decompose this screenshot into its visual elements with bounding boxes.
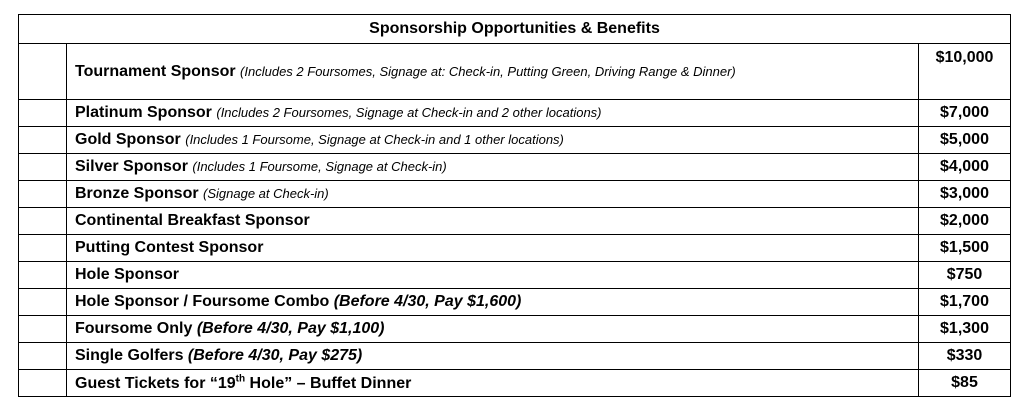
item-price: $330 [919, 343, 1011, 370]
item-cell [67, 154, 919, 181]
item-cell [67, 316, 919, 343]
item-cell [67, 289, 919, 316]
blank-cell [19, 316, 67, 343]
item-note: (Before 4/30, Pay $1,100) [196, 320, 385, 337]
table-row [19, 208, 1011, 235]
item-name-part: Guest Tickets for “19 [75, 374, 236, 392]
item-note: (Before 4/30, Pay $275) [187, 347, 363, 364]
item-name: Silver Sponsor [75, 158, 188, 175]
item-price: $85 [919, 370, 1011, 397]
item-name: Tournament Sponsor [75, 62, 236, 80]
blank-cell [19, 343, 67, 370]
item-note: (Before 4/30, Pay $1,600) [333, 293, 522, 310]
table-row [19, 235, 1011, 262]
table-row [19, 262, 1011, 289]
item-price: $5,000 [919, 127, 1011, 154]
item-price: $7,000 [919, 100, 1011, 127]
table-row [19, 44, 1011, 100]
item-cell [67, 100, 919, 127]
item-price: $4,000 [919, 154, 1011, 181]
item-name: Putting Contest Sponsor [75, 239, 264, 256]
sponsorship-table [18, 14, 1011, 397]
blank-cell [19, 181, 67, 208]
table-row [19, 127, 1011, 154]
item-name-part: Hole” – Buffet Dinner [245, 374, 412, 392]
table-row [19, 100, 1011, 127]
blank-cell [19, 100, 67, 127]
item-name: Single Golfers [75, 347, 184, 364]
item-name [75, 375, 411, 392]
blank-cell [19, 44, 67, 100]
sponsorship-table-container [18, 14, 1010, 400]
table-title-row [19, 15, 1011, 44]
blank-cell [19, 289, 67, 316]
blank-cell [19, 262, 67, 289]
item-note: (Includes 2 Foursomes, Signage at: Check-in, Putting Green, Driving Range & Dinner) [240, 63, 736, 79]
item-price: $1,300 [919, 316, 1011, 343]
item-cell [67, 235, 919, 262]
table-row [19, 370, 1011, 397]
blank-cell [19, 208, 67, 235]
item-price: $1,700 [919, 289, 1011, 316]
item-price: $750 [919, 262, 1011, 289]
blank-cell [19, 154, 67, 181]
item-name: Hole Sponsor / Foursome Combo [75, 293, 330, 310]
item-cell [67, 181, 919, 208]
item-note: (Includes 1 Foursome, Signage at Check-in and 1 other locations) [185, 132, 564, 147]
item-cell [67, 262, 919, 289]
item-note: (Signage at Check-in) [203, 186, 329, 201]
blank-cell [19, 127, 67, 154]
item-name: Hole Sponsor [75, 266, 180, 283]
item-note: (Includes 2 Foursomes, Signage at Check-in and 2 other locations) [216, 105, 602, 120]
item-cell [67, 44, 919, 100]
item-cell [67, 127, 919, 154]
item-cell [67, 370, 919, 397]
item-price: $2,000 [919, 208, 1011, 235]
table-row [19, 316, 1011, 343]
item-price: $1,500 [919, 235, 1011, 262]
item-name: Bronze Sponsor [75, 185, 199, 202]
blank-cell [19, 370, 67, 397]
item-price: $10,000 [919, 44, 1011, 100]
item-name: Continental Breakfast Sponsor [75, 212, 310, 229]
superscript-suffix: th [235, 373, 246, 385]
table-row [19, 181, 1011, 208]
item-note: (Includes 1 Foursome, Signage at Check-in) [192, 159, 447, 174]
item-name: Gold Sponsor [75, 131, 181, 148]
item-name: Platinum Sponsor [75, 104, 212, 121]
blank-cell [19, 235, 67, 262]
item-price: $3,000 [919, 181, 1011, 208]
item-cell [67, 343, 919, 370]
table-row [19, 289, 1011, 316]
table-title: Sponsorship Opportunities & Benefits [19, 15, 1011, 44]
item-name: Foursome Only [75, 320, 193, 337]
table-row [19, 343, 1011, 370]
item-cell [67, 208, 919, 235]
table-row [19, 154, 1011, 181]
